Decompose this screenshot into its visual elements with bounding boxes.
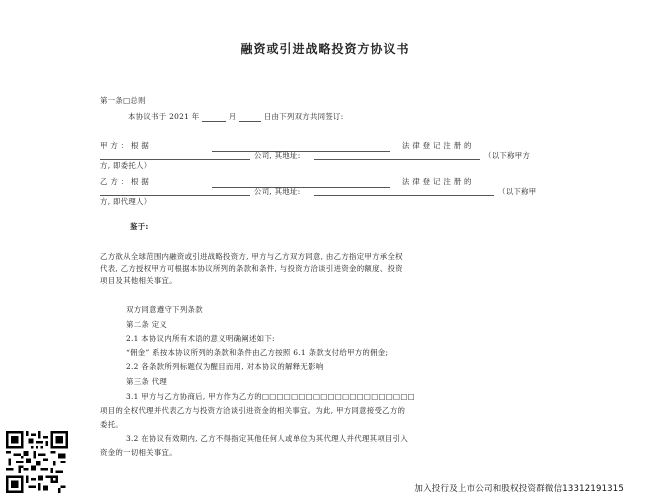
para1-line1: 乙方欲从全球范围内融资或引进战略投资方, 甲方与乙方双方同意, 由乙方指定甲方承全权 [100, 252, 403, 261]
day-blank [239, 113, 261, 122]
party-b-company: 公司, 其地址: [254, 187, 301, 196]
section-3-2-line2: 资金的一切相关事宜。 [100, 448, 177, 457]
para1-line3: 项目及其他相关事宜。 [100, 276, 177, 285]
qr-code-icon [6, 431, 68, 493]
month-blank [202, 113, 226, 122]
party-b-law: 法 律 登 记 注 册 的 [402, 177, 472, 186]
section-2-1: 2.1 本协议内所有术语的意义明确阐述如下: [126, 334, 275, 343]
party-a-label: 甲 方 ： 根 据 [100, 141, 150, 150]
section-2-2: 2.2 各条款所列标题仅为醒目而用, 对本协议的解释无影响 [126, 362, 324, 371]
intro-month: 月 [228, 112, 237, 121]
document-title: 融资或引进战略投资方协议书 [240, 42, 410, 56]
party-a-end: 方, 即委托人） [100, 161, 152, 170]
whereas-heading: 鉴于: [130, 222, 149, 231]
party-a-address-blank [314, 151, 480, 160]
section-3-1-line2: 项目的全权代理并代表乙方与投资方洽谈引进资金的相关事宜。为此, 甲方同意接受乙方的 [100, 406, 406, 415]
section-3-1-line3: 委托。 [100, 420, 124, 429]
para1-line2: 代表, 乙方授权甲方可根据本协议所列的条款和条件, 与投资方洽谈引进资金的额度、投资 [100, 264, 403, 273]
section-3-2-line1: 3.2 在协议有效期内, 乙方不得指定其他任何人或单位为其代理人并代理其项目引入 [126, 434, 409, 443]
intro-prefix: 本协议书于 [128, 112, 167, 121]
party-b-company-blank [100, 187, 250, 196]
party-b-end: 方, 即代理人） [100, 197, 152, 206]
party-a-company-blank [100, 151, 250, 160]
party-b-label: 乙 方 ： 根 据 [100, 177, 150, 186]
section-2-1-definition: “佣金” 系按本协议所列的条款和条件由乙方按照 6.1 条款支付给甲方的佣金; [126, 348, 389, 357]
section-3-1-line1: 3.1 甲方与乙方协商后, 甲方作为乙方的□□□□□□□□□□□□□□□□□□□□□ [126, 392, 415, 401]
intro-suffix: 日由下列双方共同签订: [263, 112, 344, 121]
party-a-law: 法 律 登 记 注 册 的 [402, 141, 472, 150]
party-a-after: （以下称甲方 [484, 151, 531, 160]
footer-promo-text: 加入投行及上市公司和股权投资群微信13312191315 [414, 484, 624, 494]
intro-year: 2021 年 [169, 112, 200, 121]
intro-line [128, 112, 344, 122]
party-b-after: （以下称甲 [498, 187, 537, 196]
chapter-3-heading: 第三条 代理 [126, 377, 168, 386]
chapter-2-heading: 第二条 定义 [126, 320, 168, 329]
party-b-address-blank [314, 187, 494, 196]
party-a-company: 公司, 其地址: [254, 151, 301, 160]
agree-line: 双方同意遵守下列条款 [126, 305, 203, 314]
chapter-1-heading: 第一条□总则 [100, 96, 146, 105]
